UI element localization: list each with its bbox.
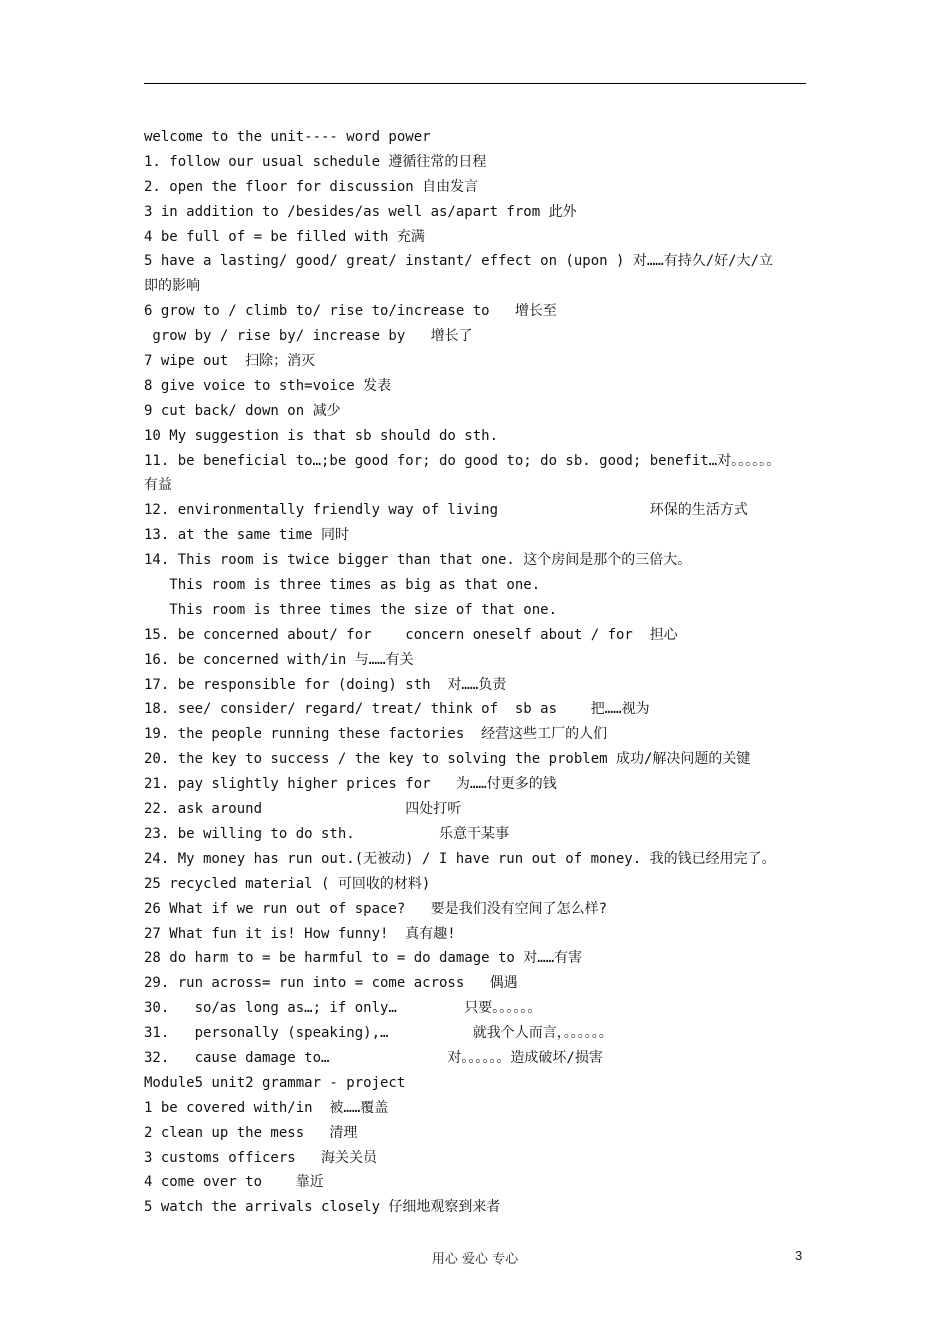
text-line: This room is three times as big as that one. [144,577,541,594]
text-line: 20. the key to success / the key to solving the problem 成功/解决问题的关键 [144,751,751,768]
text-line: 10 My suggestion is that sb should do sth. [144,427,499,444]
text-line: 32. cause damage to… 对。。。。。。造成破坏/损害 [144,1049,603,1066]
text-line: 8 give voice to sth=voice 发表 [144,377,392,394]
text-line: welcome to the unit---- word power [144,129,431,145]
text-line: 23. be willing to do sth. 乐意干某事 [144,825,510,842]
text-line: 18. see/ consider/ regard/ treat/ think of sb as 把……视为 [144,701,650,718]
text-line: 2 clean up the mess 清理 [144,1124,358,1141]
header-rule [144,83,806,84]
text-line: 24. My money has run out.(无被动) / I have run out of money. 我的钱已经用完了。 [144,850,776,867]
footer-motto: 用心 爱心 专心 [431,1252,519,1267]
text-line: 16. be concerned with/in 与……有关 [144,651,414,668]
text-line: 13. at the same time 同时 [144,527,350,544]
text-line: 2. open the floor for discussion 自由发言 [144,178,479,195]
text-line: 25 recycled material ( 可回收的材料) [144,875,431,892]
text-line: 17. be responsible for (doing) sth 对……负责 [144,676,507,693]
text-line: 22. ask around 四处打听 [144,801,462,818]
text-line: 4 come over to 靠近 [144,1174,324,1191]
text-line: 4 be full of = be filled with 充满 [144,228,425,245]
text-line: 即的影响 [144,278,200,295]
vocabulary-list [144,125,814,1220]
text-line: 19. the people running these factories 经营这些工厂的人们 [144,726,608,743]
text-line: 6 grow to / climb to/ rise to/increase to 增长至 [144,303,557,320]
text-line: 27 What fun it is! How funny! 真有趣! [144,925,456,942]
text-line: 5 watch the arrivals closely 仔细地观察到来者 [144,1199,501,1216]
text-line: 21. pay slightly higher prices for 为……付更多的钱 [144,776,557,793]
text-line: 1. follow our usual schedule 遵循往常的日程 [144,153,487,170]
text-line: 30. so/as long as…; if only… 只要。。。。。。 [144,1000,542,1017]
text-line: 28 do harm to = be harmful to = do damage to 对……有害 [144,950,583,967]
text-line: 9 cut back/ down on 减少 [144,402,341,419]
text-line: 1 be covered with/in 被……覆盖 [144,1099,389,1116]
text-line: This room is three times the size of that one. [144,601,558,618]
text-line: 3 in addition to /besides/as well as/apart from 此外 [144,203,577,220]
page-number: 3 [795,1248,803,1263]
text-line: 12. environmentally friendly way of living 环保的生活方式 [144,502,748,519]
text-line: 5 have a lasting/ good/ great/ instant/ effect on (upon ) 对……有持久/好/大/立 [144,253,774,270]
text-line: 29. run across= run into = come across 偶遇 [144,975,518,992]
text-line: grow by / rise by/ increase by 增长了 [144,328,473,345]
text-line: 26 What if we run out of space? 要是我们没有空间了怎么样? [144,900,608,917]
text-line: 31. personally (speaking),… 就我个人而言，。。。。。。 [144,1025,613,1042]
text-line: 有益 [144,477,172,494]
text-line: 7 wipe out 扫除；消灭 [144,353,316,370]
text-line: 11. be beneficial to…;be good for; do good to; do sb. good; benefit…对。。。。。。 [144,452,781,469]
text-line: Module5 unit2 grammar - project [144,1074,406,1091]
text-line: 15. be concerned about/ for concern oneself about / for 担心 [144,626,678,643]
text-line: 14. This room is twice bigger than that one. 这个房间是那个的三倍大。 [144,552,692,569]
text-line: 3 customs officers 海关关员 [144,1149,378,1166]
